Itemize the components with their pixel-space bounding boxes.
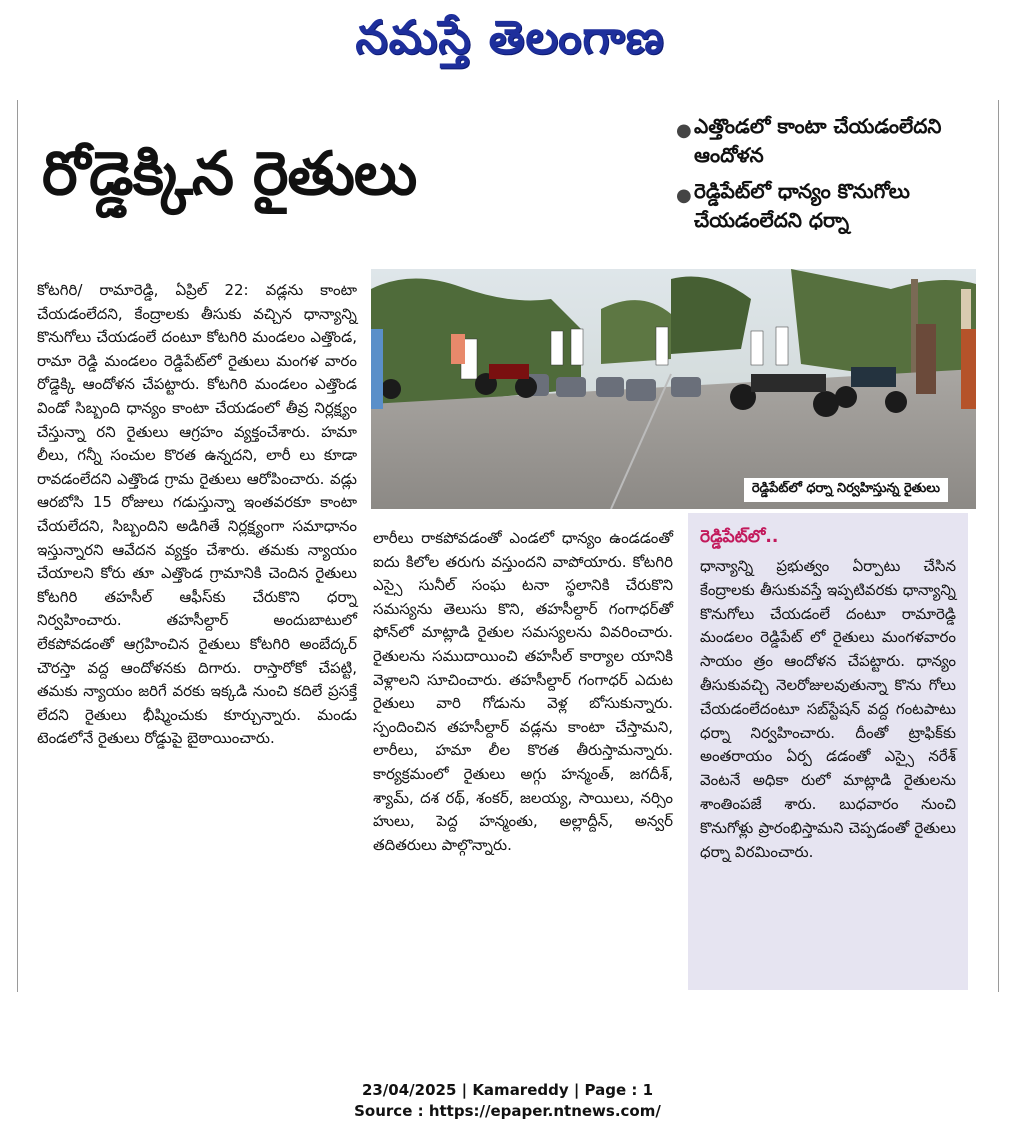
photo-caption: రెడ్డిపేట్‌లో ధర్నా నిర్వహిస్తున్న రైతులు: [744, 478, 948, 502]
news-photo: [371, 269, 976, 509]
article-text-col2: లారీలు రాకపోవడంతో ఎండలో ధాన్యం ఉండడంతో ఐదు కిలోల తరుగు వస్తుందని వాపోయారు. కోటగిరి ఎస్సై సునీల్ సంఘ టనా స్థలానికి చేరుకొని సమస్యను తెలుసు కొని, తహసీల్దార్ గంగాధర్‌తో ఫోన్‌లో మాట్లాడి రైతుల సమస్యలను వివరించారు. రైతులను సముదాయించి తహసీల్ కార్యాల యానికి వెళ్లాలని సూచించారు. తహసీల్దార్ గంగాధర్ ఎదుట రైతులు వారి గోడును వెళ్ల బోసుకున్నారు. స్పందించిన తహసీల్దార్ వడ్లను కాంటా చేస్తామని, లారీలు, హమా లీల కొరత తీరుస్తామన్నారు. కార్యక్రమంలో రైతులు అగ్గు హన్మంత్, జగదీశ్, శ్యామ్, దశ రథ్, శంకర్, జలయ్య, సాయిలు, నర్సిం హులు, పెద్ద హన్మంతు, అల్లాద్దీన్, అన్వర్ తదితరులు పాల్గొన్నారు.: [373, 529, 673, 854]
protest-photo-illustration: [371, 269, 976, 509]
newspaper-masthead: నమస్తే తెలంగాణ: [355, 10, 665, 64]
sidebar-text: ధాన్యాన్ని ప్రభుత్వం ఏర్పాటు చేసిన కేంద్రాలకు తీసుకువస్తే ఇప్పటివరకు ధాన్యాన్ని కొనుగోలు చేయడంలే దంటూ రామారెడ్డి మండలం రెడ్డిపేట్ లో రైతులు మంగళవారం సాయం త్రం ఆందోళన చేపట్టారు. ధాన్యం తీసుకువచ్చి నెలరోజులవుతున్నా కొను గోలు చేయడంలేదంటూ సబ్‌స్టేషన్ వద్ద గంటపాటు ధర్నా నిర్వహించారు. దీంతో ట్రాఫిక్‌కు అంతరాయం ఏర్ప డడంతో ఎస్సై నరేశ్ వెంటనే అధికా రులో మాట్లాడి రైతులను శాంతింపజే శారు. బుధవారం నుంచి కొనుగోళ్లు ప్రారంభిస్తామని చెప్పడంతో రైతులు ధర్నా విరమించారు.: [700, 557, 956, 861]
sidebar-title: రెడ్డిపేట్‌లో..: [700, 527, 779, 547]
headline: రోడ్డెక్కిన రైతులు: [42, 139, 417, 209]
footer-edition-info: 23/04/2025 | Kamareddy | Page : 1: [361, 1081, 654, 1099]
sub-headline-1: ● ఎత్తొండలో కాంటా చేయడంలేదని ఆందోళన: [676, 114, 942, 167]
article-text-col1: కోటగిరి/ రామారెడ్డి, ఏప్రిల్ 22: వడ్లను కాంటా చేయడంలేదని, కేంద్రాలకు తీసుకు వచ్చిన ధాన్యాన్ని కొనుగోలు చేయడంలే దంటూ కోటగిరి మండలం ఎత్తొండ, రామా రెడ్డి మండలం రెడ్డిపేట్‌లో రైతులు మంగళ వారం రోడ్డెక్కి ఆందోళన చేపట్టారు. కోటగిరి మండలం ఎత్తొండ విండో సిబ్బంది ధాన్యం కాంటా చేయడంలో తీవ్ర నిర్లక్ష్యం చేస్తున్నా రని రైతులు ఆగ్రహం వ్యక్తంచేశారు. హమా లీలు, గన్నీ సంచుల కొరత ఉన్నదని, లారీ లు కూడా రావడంలేదని ఎత్తొండ గ్రామ రైతులు ఆరోపించారు. వడ్లు ఆరబోసి 15 రోజులు గడుస్తున్నా ఇంతవరకూ కాంటా చేయలేదని, సిబ్బందిని అడిగితే నిర్లక్ష్యంగా సమాధానం ఇస్తున్నారని ఆవేదన వ్యక్తం చేశారు. తమకు న్యాయం చేయాలని కోరు తూ ఎత్తొండ గ్రామానికి చెందిన రైతులు కోటగిరి తహసీల్ ఆఫీస్‌కు చేరుకొని ధర్నా నిర్వహించారు. తహసీల్దార్ అందుబాటులో లేకపోవడంతో ఆగ్రహించిన రైతులు కోటగిరి అంబేద్కర్ చౌరస్తా వద్ద ఆందోళనకు దిగారు. రాస్తారోకో చేపట్టి, తమకు న్యాయం జరిగే వరకు ఇక్కడి నుంచి కదిలే ప్రసక్తే లేదని రైతులు భీష్మించుకు కూర్చున్నారు. మండు టెండలోనే రైతులు రోడ్డుపై బైఠాయించారు.: [37, 281, 357, 748]
article-column-1: [37, 279, 357, 751]
sub-headline-2: ● రెడ్డిపేట్‌లో ధాన్యం కొనుగోలు చేయడంలేదని ధర్నా: [676, 179, 910, 232]
footer-source[interactable]: Source : https://epaper.ntnews.com/: [354, 1102, 661, 1120]
sidebar-box: [688, 513, 968, 990]
sub-headlines: [676, 112, 986, 242]
article-column-2: [373, 527, 673, 857]
